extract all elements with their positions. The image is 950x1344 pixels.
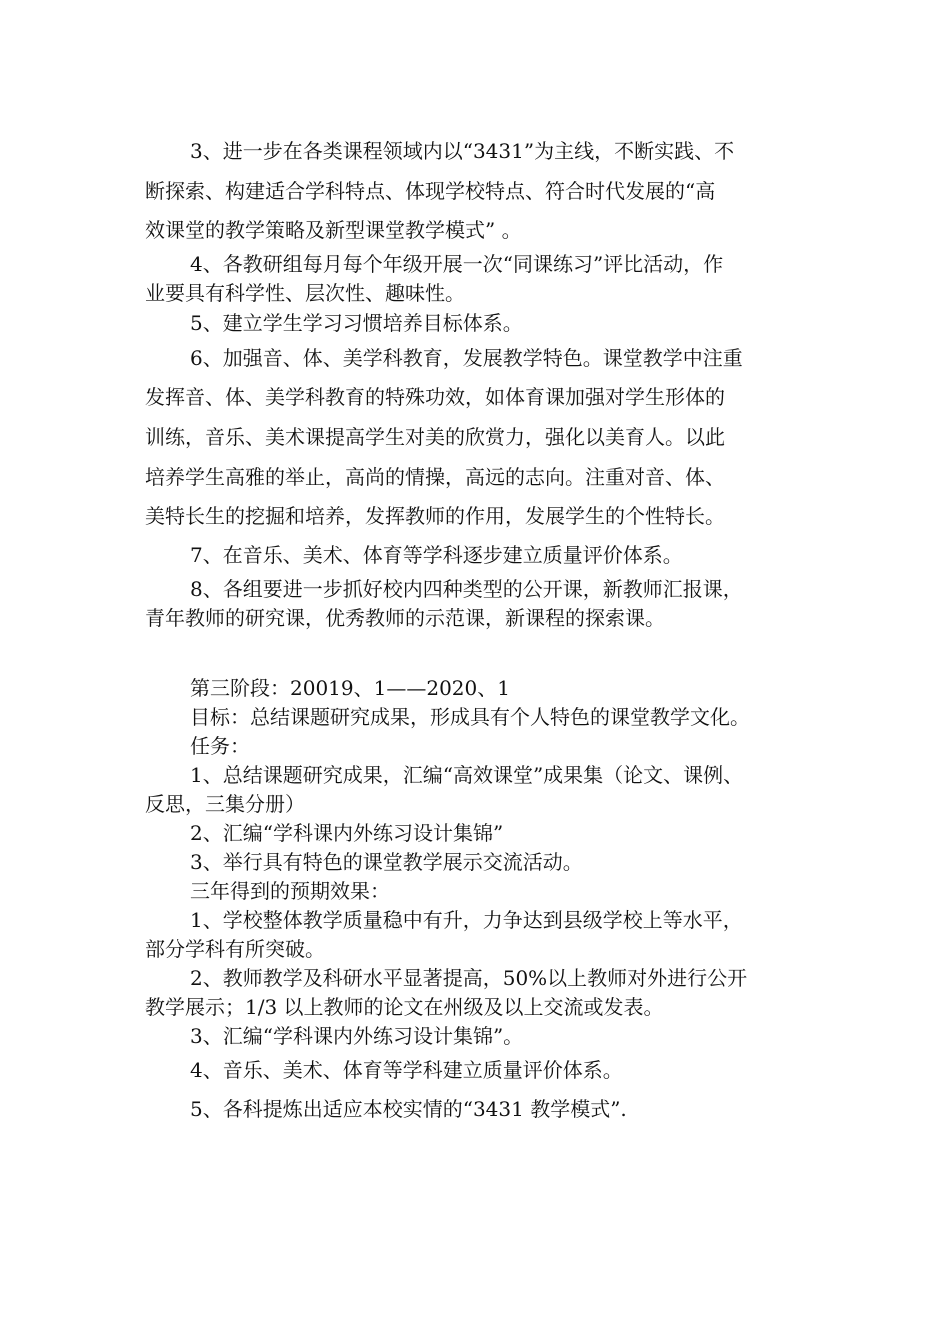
effect-2-line-2: 教学展示；1/3 以上教师的论文在州级及以上交流或发表。 [145, 995, 664, 1019]
item-8-line-2: 青年教师的研究课，优秀教师的示范课，新课程的探索课。 [145, 606, 665, 630]
item-3-line-1: 3、进一步在各类课程领域内以“3431”为主线，不断实践、不 [190, 139, 735, 163]
item-3-line-3: 效课堂的教学策略及新型课堂教学模式” 。 [145, 218, 522, 242]
effect-4-line: 4、音乐、美术、体育等学科建立质量评价体系。 [190, 1058, 623, 1082]
item-6-line-4: 培养学生高雅的举止，高尚的情操，高远的志向。注重对音、体、 [145, 465, 725, 489]
item-5-line-1: 5、建立学生学习习惯培养目标体系。 [190, 311, 523, 335]
task-1-line-2: 反思，三集分册） [145, 792, 305, 816]
effect-2-line-1: 2、教师教学及科研水平显著提高，50%以上教师对外进行公开 [190, 966, 748, 990]
tasks-label: 任务： [190, 734, 250, 758]
item-3-line-2: 断探索、构建适合学科特点、体现学校特点、符合时代发展的“高 [145, 179, 716, 203]
item-4-line-2: 业要具有科学性、层次性、趣味性。 [145, 281, 465, 305]
stage-heading: 第三阶段：20019、1——2020、1 [190, 676, 510, 700]
item-6-line-5: 美特长生的挖掘和培养，发挥教师的作用，发展学生的个性特长。 [145, 504, 725, 528]
effect-1-line-2: 部分学科有所突破。 [145, 937, 325, 961]
item-6-line-2: 发挥音、体、美学科教育的特殊功效，如体育课加强对学生形体的 [145, 385, 725, 409]
goal-line: 目标：总结课题研究成果，形成具有个人特色的课堂教学文化。 [190, 705, 750, 729]
task-1-line-1: 1、总结课题研究成果，汇编“高效课堂”成果集（论文、课例、 [190, 763, 744, 787]
item-7-line-1: 7、在音乐、美术、体育等学科逐步建立质量评价体系。 [190, 543, 683, 567]
task-3-line: 3、举行具有特色的课堂教学展示交流活动。 [190, 850, 583, 874]
item-8-line-1: 8、各组要进一步抓好校内四种类型的公开课，新教师汇报课， [190, 577, 743, 601]
item-6-line-1: 6、加强音、体、美学科教育，发展教学特色。课堂教学中注重 [190, 346, 743, 370]
item-4-line-1: 4、各教研组每月每个年级开展一次“同课练习”评比活动，作 [190, 252, 724, 276]
task-2-line: 2、汇编“学科课内外练习设计集锦” [190, 821, 504, 845]
effect-5-line: 5、各科提炼出适应本校实情的“3431 教学模式”. [190, 1097, 627, 1121]
item-6-line-3: 训练，音乐、美术课提高学生对美的欣赏力，强化以美育人。以此 [145, 425, 725, 449]
effects-label: 三年得到的预期效果： [190, 879, 390, 903]
effect-3-line: 3、汇编“学科课内外练习设计集锦”。 [190, 1024, 524, 1048]
effect-1-line-1: 1、学校整体教学质量稳中有升，力争达到县级学校上等水平， [190, 908, 743, 932]
